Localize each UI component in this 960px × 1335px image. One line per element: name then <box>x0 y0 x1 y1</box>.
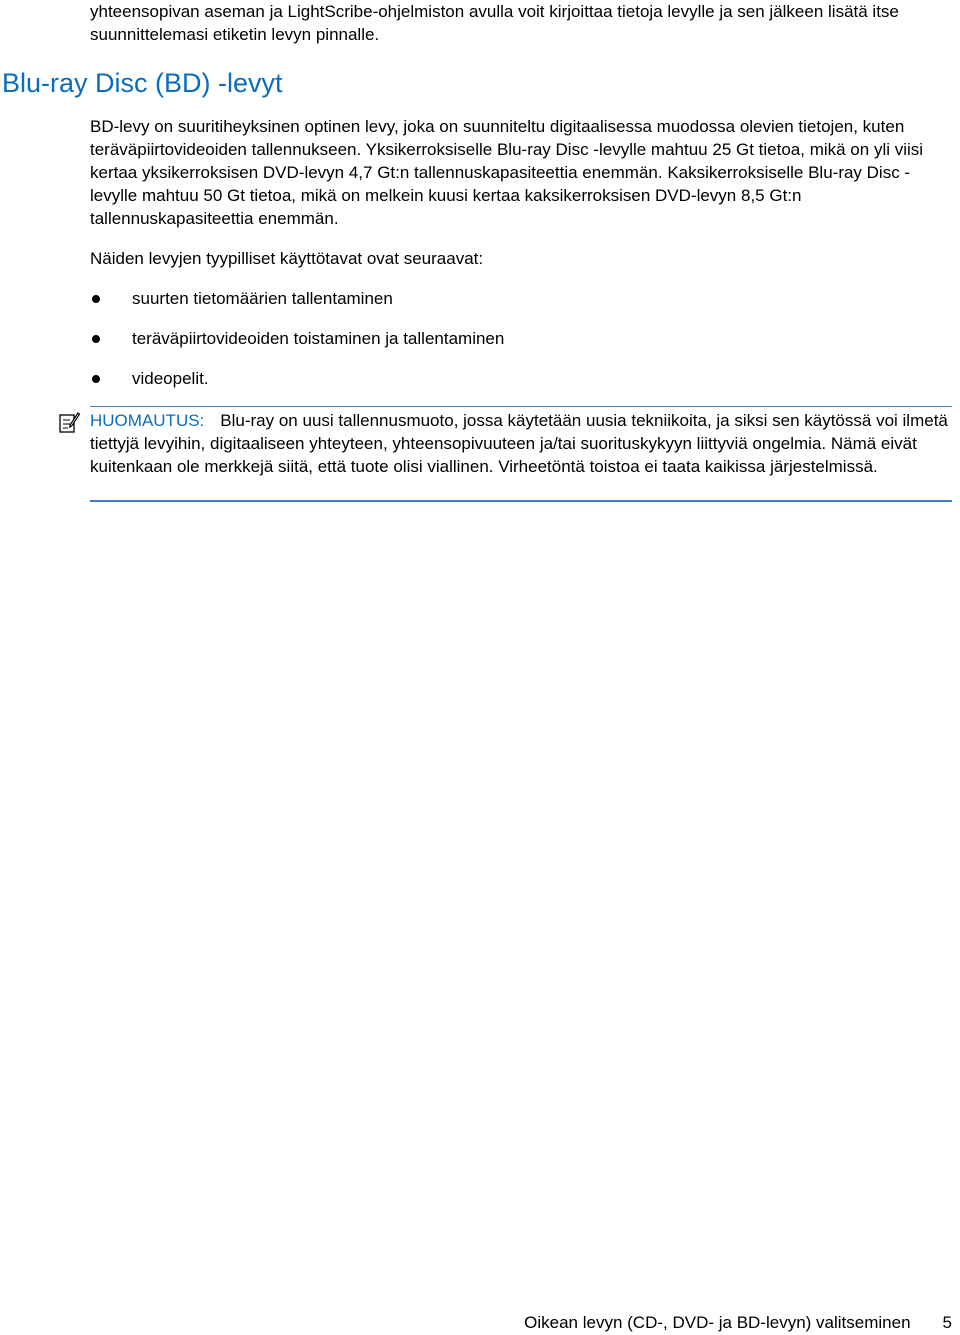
bullet-icon <box>92 335 100 343</box>
note-body: Blu-ray on uusi tallennusmuoto, jossa käytetään uusia tekniikoita, ja siksi sen käytössä voi ilmetä tiettyjä levyihin, digitaaliseen yhteyteen, yhteensopivuuteen ja/tai suorituskykyyn liittyviä ongelmia. Nämä eivät kuitenkaan ole merkkejä siitä, että tuote olisi viallinen. Virheetöntä toistoa ei taata kaikissa järjestelmissä. <box>90 411 948 476</box>
uses-list <box>90 287 504 407</box>
uses-intro-paragraph: Näiden levyjen tyypilliset käyttötavat ovat seuraavat: <box>90 249 484 268</box>
section-heading: Blu-ray Disc (BD) -levyt <box>2 68 283 98</box>
page-number: 5 <box>942 1313 952 1332</box>
bullet-icon <box>92 375 100 383</box>
bd-description-paragraph: BD-levy on suuritiheyksinen optinen levy, joka on suunniteltu digitaalisessa muodossa olevien tietojen, kuten teräväpiirtovideoiden tallennukseen. Yksikerroksiselle Blu-ray Disc -levylle mahtuu 25 Gt tietoa, mikä on yli viisi kertaa yksikerroksisen DVD-levyn 4,7 Gt:n tallennuskapasiteettia enemmän. Kaksikerroksiselle Blu-ray Disc -levylle mahtuu 50 Gt tietoa, mikä on melkein kuusi kertaa kaksikerroksisen DVD-levyn 8,5 Gt:n tallennuskapasiteettia enemmän. <box>90 117 924 228</box>
note-top-rule <box>90 406 952 407</box>
page-footer <box>524 1312 952 1334</box>
note-pencil-icon <box>58 410 80 434</box>
footer-title: Oikean levyn (CD-, DVD- ja BD-levyn) valitseminen <box>524 1313 911 1332</box>
list-item-text: suurten tietomäärien tallentaminen <box>132 289 393 308</box>
intro-paragraph: yhteensopivan aseman ja LightScribe-ohjelmiston avulla voit kirjoittaa tietoja levylle ja sen jälkeen lisätä itse suunnittelemasi etiketin levyn pinnalle. <box>90 2 899 44</box>
list-item-text: teräväpiirtovideoiden toistaminen ja tallentaminen <box>132 329 505 348</box>
note-bottom-rule <box>90 500 952 502</box>
list-item-text: videopelit. <box>132 369 209 388</box>
list-item <box>90 327 504 367</box>
list-item <box>90 367 504 407</box>
bullet-icon <box>92 295 100 303</box>
note-text <box>90 409 952 478</box>
note-label: HUOMAUTUS: <box>90 411 205 430</box>
list-item <box>90 287 504 327</box>
